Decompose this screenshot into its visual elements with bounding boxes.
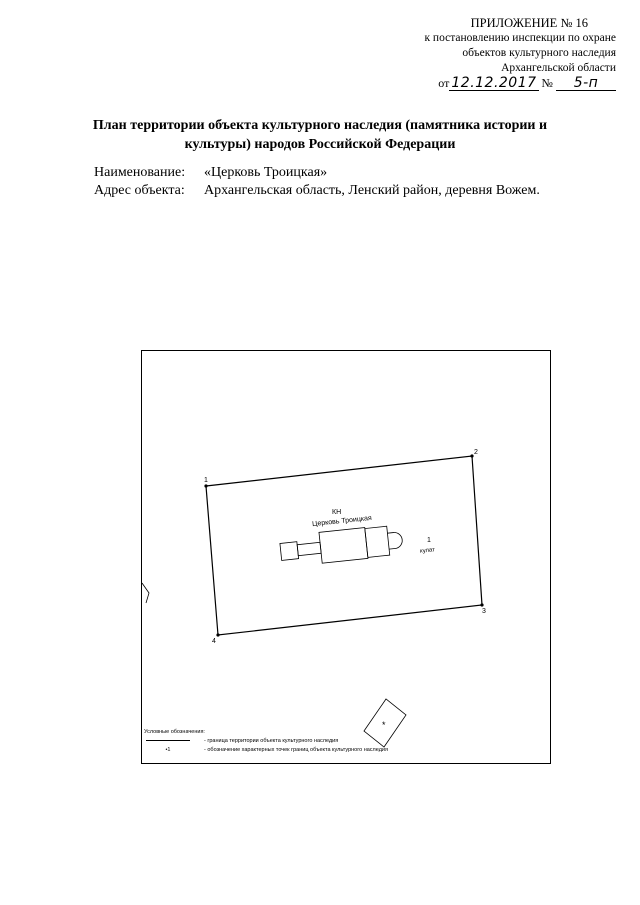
appendix-title: ПРИЛОЖЕНИЕ № 16 [470, 16, 588, 30]
road-fragment-left [142, 583, 149, 603]
legend-point-symbol: •1 [165, 747, 171, 753]
plan-legend [144, 728, 388, 755]
territory-plan [141, 350, 551, 764]
parcel-number: 1 [427, 537, 431, 544]
address-value: Архангельская область, Ленский район, деревня Вожем. [204, 183, 540, 198]
point-label-1: 1 [204, 477, 208, 484]
church-refectory-link [297, 542, 321, 555]
boundary-point-3 [480, 603, 483, 606]
legend-boundary-line [146, 740, 190, 741]
appendix-line-1: к постановлению инспекции по охране [424, 32, 616, 44]
decree-number-label: № [541, 76, 553, 90]
legend-points-text: - обозначение характерных точек границ объекта культурного наследия [204, 747, 388, 753]
appendix-header [356, 16, 616, 91]
plan-drawing [142, 351, 552, 765]
church-main-volume [319, 528, 368, 564]
point-label-3: 3 [482, 608, 486, 615]
decree-date: 12.12.2017 [451, 75, 537, 91]
decree-from-label: от [438, 76, 450, 90]
appendix-line-3: Архангельской области [501, 62, 616, 74]
legend-title: Условные обозначения: [144, 729, 205, 735]
boundary-point-1 [204, 484, 207, 487]
name-row [94, 164, 540, 182]
object-fields [94, 164, 540, 200]
legend-boundary-text: - граница территории объекта культурного наследия [204, 738, 339, 744]
legend-item-points [144, 746, 388, 755]
adjacent-structure-mark: * [382, 720, 386, 730]
point-label-4: 4 [212, 638, 216, 645]
name-value: «Церковь Троицкая» [204, 165, 328, 180]
territory-boundary [206, 456, 482, 635]
decree-line [356, 76, 616, 91]
name-label: Наименование: [94, 165, 186, 180]
address-label: Адрес объекта: [94, 183, 185, 198]
point-label-2: 2 [474, 449, 478, 456]
church-building [279, 524, 404, 568]
building-code: КН [332, 509, 342, 516]
document-title: План территории объекта культурного наследия (памятника истории и культуры) народов Российской Федерации [92, 118, 548, 152]
parcel-type: кулат [419, 547, 436, 555]
boundary-point-4 [216, 633, 219, 636]
address-row [94, 182, 540, 200]
church-altar [365, 526, 390, 557]
legend-item-boundary [144, 737, 339, 746]
church-porch [280, 542, 299, 561]
building-name: Церковь Троицкая [311, 514, 373, 529]
church-apse [387, 532, 403, 549]
decree-number: 5-п [556, 77, 616, 91]
appendix-line-2: объектов культурного наследия [462, 47, 616, 59]
